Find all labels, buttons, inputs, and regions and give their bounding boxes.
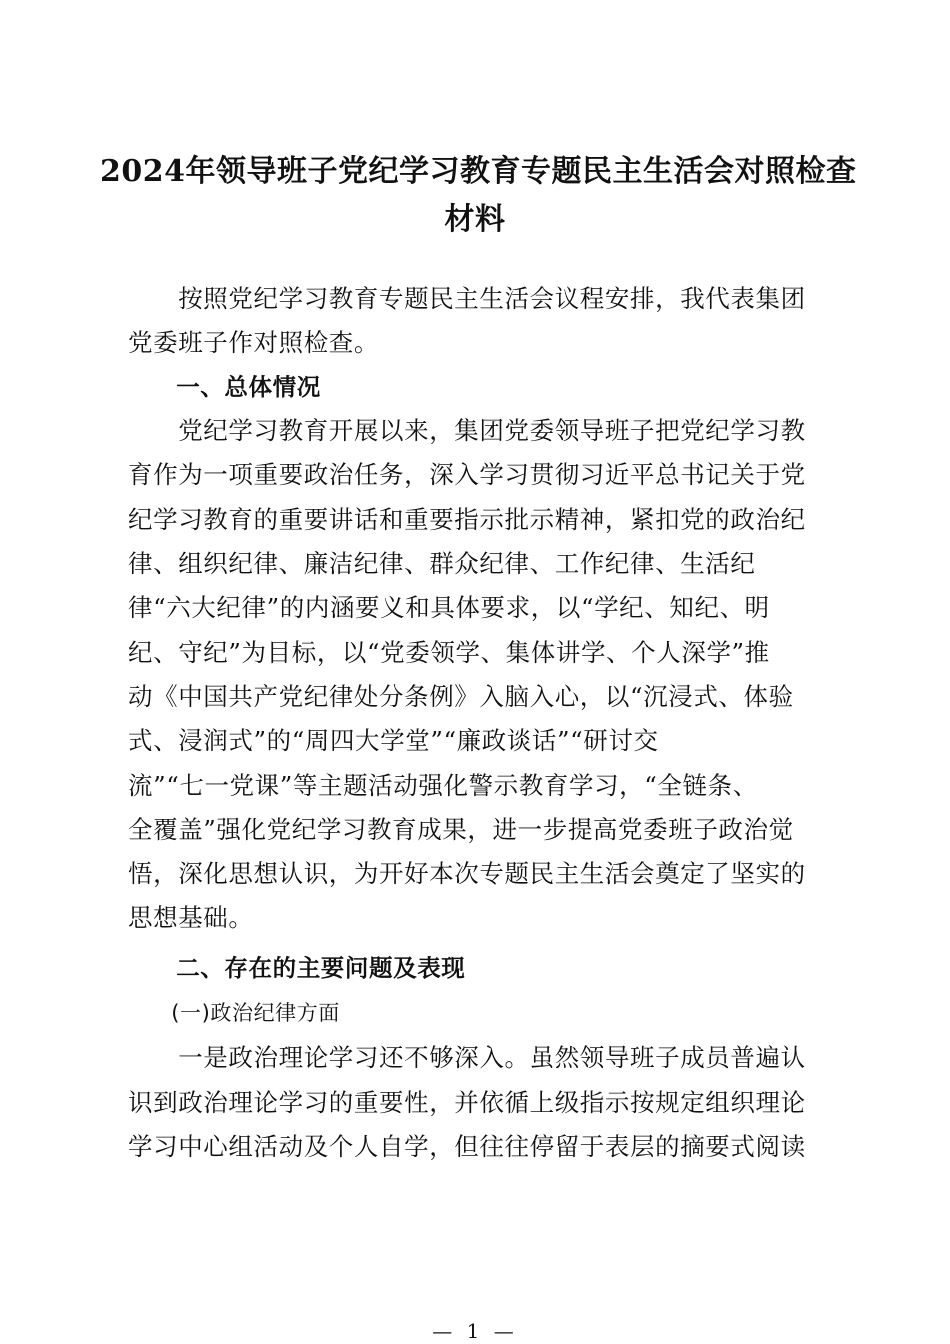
- paragraph-line: 律、组织纪律、廉洁纪律、群众纪律、工作纪律、生活纪: [128, 549, 756, 578]
- intro-line: 按照党纪学习教育专题民主生活会议程安排，我代表集团: [128, 284, 806, 313]
- subsection-heading-political-discipline: (一)政治纪律方面: [128, 1001, 340, 1025]
- document-title-line-1: 2024年领导班子党纪学习教育专题民主生活会对照检查: [100, 154, 857, 189]
- paragraph-line: 纪学习教育的重要讲话和重要指示批示精神，紧扣党的政治纪: [128, 505, 806, 534]
- document-title-line-2: 材料: [444, 202, 506, 237]
- paragraph-line: 流”“七一党课”等主题活动强化警示教育学习，“全链条、: [128, 771, 758, 800]
- page-number: — 1 —: [432, 1319, 518, 1343]
- paragraph-line: 识到政治理论学习的重要性，并依循上级指示按规定组织理论: [128, 1088, 806, 1117]
- paragraph-line: 学习中心组活动及个人自学，但往往停留于表层的摘要式阅读: [128, 1132, 806, 1161]
- section-heading-problems: 二、存在的主要问题及表现: [128, 954, 466, 982]
- paragraph-line: 思想基础。: [128, 903, 254, 932]
- paragraph-line: 式、浸润式”的“周四大学堂”“廉政谈话”“研讨交: [128, 726, 659, 755]
- section-heading-overall: 一、总体情况: [128, 373, 321, 401]
- paragraph-line: 动《中国共产党纪律处分条例》入脑入心，以“沉浸式、体验: [128, 682, 794, 711]
- paragraph-line: 悟，深化思想认识，为开好本次专题民主生活会奠定了坚实的: [128, 859, 806, 888]
- paragraph-line: 一是政治理论学习还不够深入。虽然领导班子成员普遍认: [128, 1043, 806, 1072]
- paragraph-line: 育作为一项重要政治任务，深入学习贯彻习近平总书记关于党: [128, 460, 806, 489]
- paragraph-line: 党纪学习教育开展以来，集团党委领导班子把党纪学习教: [128, 416, 806, 445]
- paragraph-line: 全覆盖”强化党纪学习教育成果，进一步提高党委班子政治觉: [128, 815, 794, 844]
- intro-line: 党委班子作对照检查。: [128, 328, 379, 357]
- paragraph-line: 纪、守纪”为目标，以“党委领学、集体讲学、个人深学”推: [128, 638, 770, 667]
- paragraph-line: 律“六大纪律”的内涵要义和具体要求，以“学纪、知纪、明: [128, 593, 770, 622]
